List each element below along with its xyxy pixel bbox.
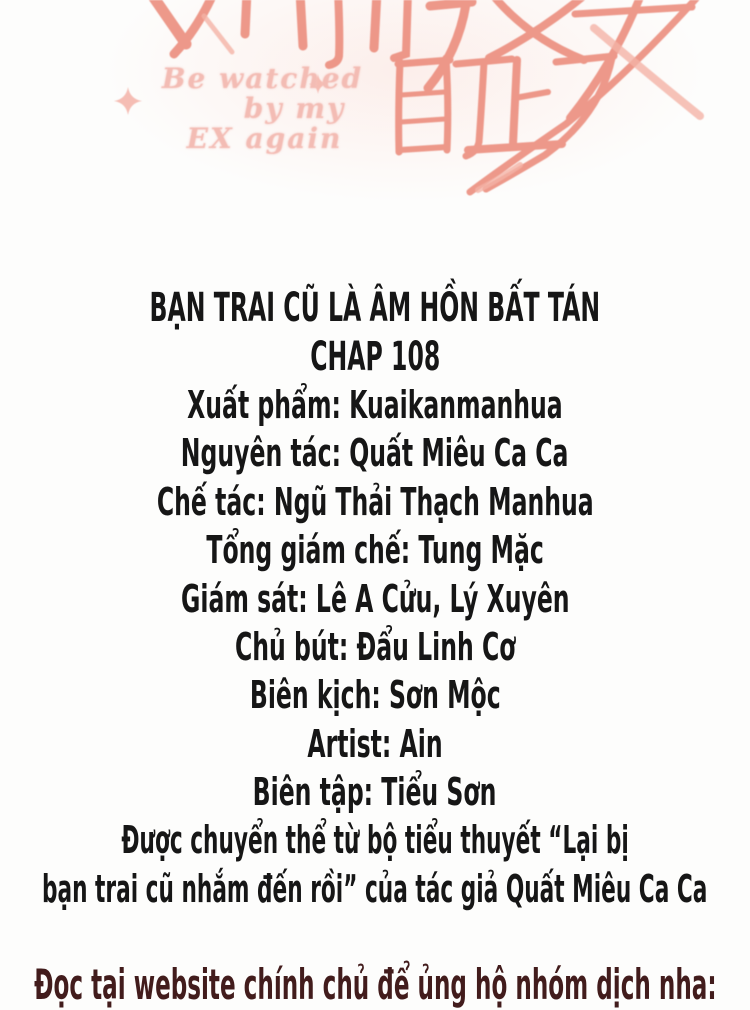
chapter-number: CHAP 108 xyxy=(309,333,441,380)
series-logo-artwork xyxy=(0,0,750,240)
credits-block xyxy=(0,284,750,913)
credit-line-screenwriter: Biên kịch: Sơn Mộc xyxy=(249,673,501,718)
adaptation-note-line: Được chuyển thể từ bộ tiểu thuyết “Lại bị xyxy=(121,818,629,863)
credit-line-chief-writer: Chủ bút: Đẩu Linh Cơ xyxy=(234,624,516,669)
credit-line-production: Chế tác: Ngũ Thải Thạch Manhua xyxy=(156,479,594,524)
calligraphy-strokes-svg xyxy=(0,0,750,240)
sparkle-icon xyxy=(114,87,142,115)
tagline-line: Be watched xyxy=(161,62,364,95)
credit-line-supervisors: Giám sát: Lê A Cửu, Lý Xuyên xyxy=(180,576,570,621)
adaptation-note-line: bạn trai cũ nhắm đến rồi” của tác giả Quất Miêu Ca Ca xyxy=(42,866,708,911)
series-tagline xyxy=(155,64,370,154)
credit-line-editor: Biên tập: Tiểu Sơn xyxy=(253,770,497,815)
tagline-line: by my xyxy=(243,91,346,125)
credit-line-artist: Artist: Ain xyxy=(307,721,443,766)
tagline-line: EX again xyxy=(186,121,343,155)
credit-line-original-author: Nguyên tác: Quất Miêu Ca Ca xyxy=(181,431,569,476)
series-title: BẠN TRAI CŨ LÀ ÂM HỒN BẤT TÁN xyxy=(149,285,601,332)
credit-line-chief-producer: Tổng giám chế: Tung Mặc xyxy=(206,528,544,573)
read-at-official-website-notice: Đọc tại website chính chủ để ủng hộ nhóm dịch nha: xyxy=(33,959,717,1009)
credit-line-publisher: Xuất phẩm: Kuaikanmanhua xyxy=(187,382,563,427)
